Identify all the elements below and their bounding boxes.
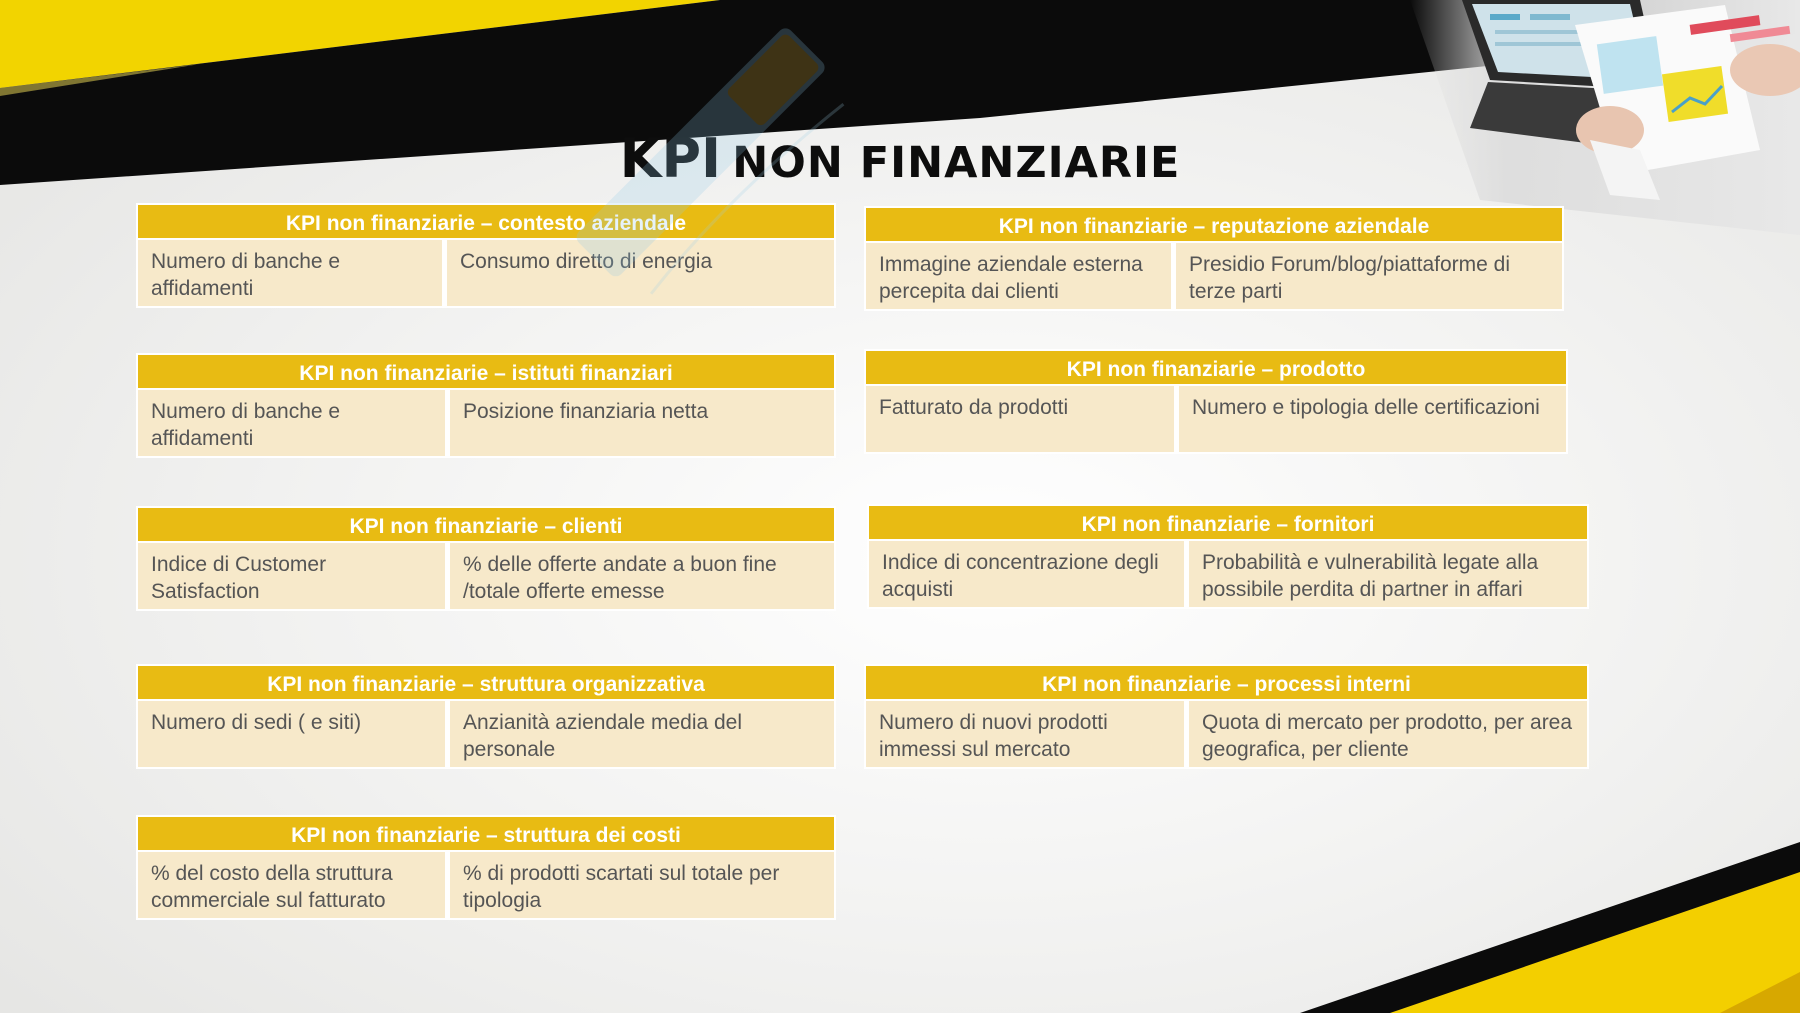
table-row [136,543,836,611]
table-row [136,390,836,458]
table-header: KPI non finanziarie – prodotto [864,349,1568,386]
table-cell: Consumo diretto di energia [444,240,836,308]
page-title [0,127,1800,190]
table-row [864,243,1564,311]
table-cell: % del costo della struttura commerciale sul fatturato [136,852,447,920]
table-cell: Quota di mercato per prodotto, per area geografica, per cliente [1186,701,1589,769]
table-header: KPI non finanziarie – clienti [136,506,836,543]
table-cell: Numero di banche e affidamenti [136,240,444,308]
kpi-table-fornitori [867,504,1589,609]
table-row [136,701,836,769]
kpi-table-struttura-organizzativa [136,664,836,769]
table-row [864,701,1589,769]
table-cell: Immagine aziendale esterna percepita dai clienti [864,243,1173,311]
table-cell: Indice di concentrazione degli acquisti [867,541,1186,609]
table-header: KPI non finanziarie – struttura dei costi [136,815,836,852]
kpi-table-processi-interni [864,664,1589,769]
kpi-table-istituti-finanziari [136,353,836,458]
table-row [864,386,1568,454]
table-header: KPI non finanziarie – reputazione aziendale [864,206,1564,243]
title-rest: NON FINANZIARIE [732,138,1181,188]
kpi-table-contesto-aziendale [136,203,836,308]
kpi-table-reputazione-aziendale [864,206,1564,311]
table-row [136,852,836,920]
table-header: KPI non finanziarie – contesto aziendale [136,203,836,240]
table-header: KPI non finanziarie – istituti finanziari [136,353,836,390]
table-cell: Fatturato da prodotti [864,386,1176,454]
kpi-table-prodotto [864,349,1568,454]
table-cell: Numero di sedi ( e siti) [136,701,447,769]
table-cell: % delle offerte andate a buon fine /totale offerte emesse [447,543,836,611]
table-cell: Indice di Customer Satisfaction [136,543,447,611]
table-row [867,541,1589,609]
table-cell: Anzianità aziendale media del personale [447,701,836,769]
table-header: KPI non finanziarie – fornitori [867,504,1589,541]
kpi-table-clienti [136,506,836,611]
table-cell: Numero di nuovi prodotti immessi sul mercato [864,701,1186,769]
table-cell: Numero e tipologia delle certificazioni [1176,386,1568,454]
table-row [136,240,836,308]
table-header: KPI non finanziarie – processi interni [864,664,1589,701]
table-cell: Probabilità e vulnerabilità legate alla possibile perdita di partner in affari [1186,541,1589,609]
kpi-table-struttura-dei-costi [136,815,836,920]
table-cell: Posizione finanziaria netta [447,390,836,458]
table-cell: % di prodotti scartati sul totale per tipologia [447,852,836,920]
table-cell: Numero di banche e affidamenti [136,390,447,458]
table-header: KPI non finanziarie – struttura organizzativa [136,664,836,701]
title-kpi: KPI [619,127,722,190]
table-cell: Presidio Forum/blog/piattaforme di terze parti [1173,243,1564,311]
